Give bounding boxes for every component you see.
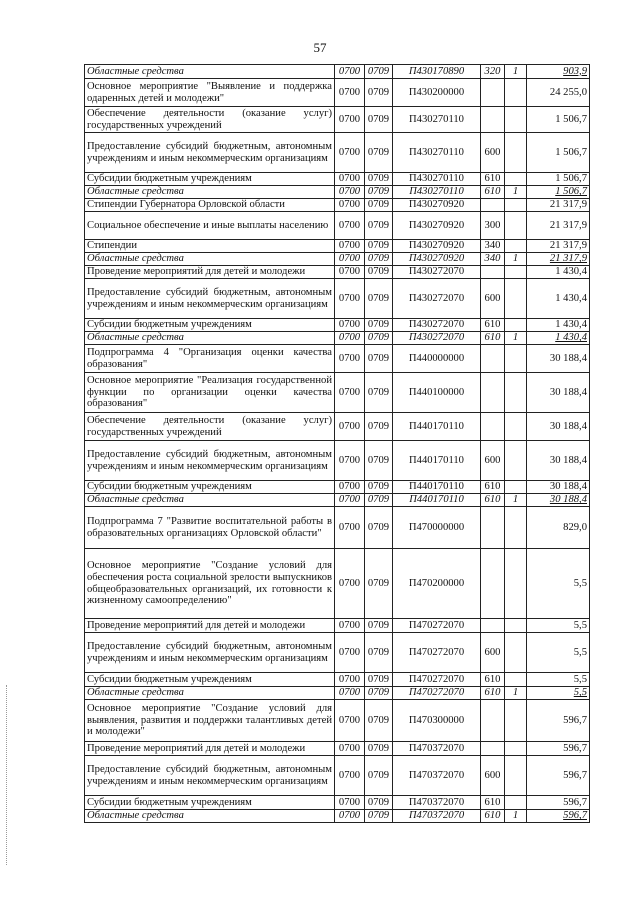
funding-source-cell [505, 266, 527, 279]
subsection-code-cell: 0709 [365, 107, 393, 133]
row-name-cell: Основное мероприятие "Создание условий для обеспечения роста социальной зрелости выпускников общеобразовательных организаций, их готовности к жизненному самоопределению" [85, 549, 335, 619]
table-row [85, 373, 590, 413]
regional-funds-row [85, 332, 590, 345]
target-article-cell: П430272070 [393, 319, 481, 332]
expense-type-cell: 600 [481, 279, 505, 319]
section-code-cell: 0700 [335, 65, 365, 79]
subsection-code-cell: 0709 [365, 332, 393, 345]
target-article-cell: П440000000 [393, 345, 481, 373]
subsection-code-cell: 0709 [365, 373, 393, 413]
target-article-cell: П430272070 [393, 279, 481, 319]
amount-cell: 21 317,9 [527, 240, 590, 253]
target-article-cell: П440100000 [393, 373, 481, 413]
amount-cell: 596,7 [527, 742, 590, 756]
subsection-code-cell: 0709 [365, 133, 393, 173]
row-name-cell: Подпрограмма 7 "Развитие воспитательной работы в образовательных организациях Орловской области" [85, 507, 335, 549]
section-code-cell: 0700 [335, 373, 365, 413]
funding-source-cell [505, 79, 527, 107]
subsection-code-cell: 0709 [365, 345, 393, 373]
section-code-cell: 0700 [335, 253, 365, 266]
section-code-cell: 0700 [335, 481, 365, 494]
expense-type-cell [481, 549, 505, 619]
table-row [85, 173, 590, 186]
section-code-cell: 0700 [335, 199, 365, 212]
amount-cell: 30 188,4 [527, 481, 590, 494]
section-code-cell: 0700 [335, 133, 365, 173]
funding-source-cell: 1 [505, 186, 527, 199]
scan-edge-marks [6, 685, 10, 865]
funding-source-cell [505, 345, 527, 373]
row-name-cell: Проведение мероприятий для детей и молодежи [85, 619, 335, 633]
expense-type-cell [481, 266, 505, 279]
subsection-code-cell: 0709 [365, 212, 393, 240]
regional-funds-row [85, 687, 590, 700]
target-article-cell: П470272070 [393, 633, 481, 673]
row-name-cell: Областные средства [85, 253, 335, 266]
amount-cell: 30 188,4 [527, 441, 590, 481]
section-code-cell: 0700 [335, 673, 365, 687]
amount-cell: 21 317,9 [527, 212, 590, 240]
table-row [85, 133, 590, 173]
expense-type-cell: 610 [481, 481, 505, 494]
expense-type-cell [481, 700, 505, 742]
subsection-code-cell: 0709 [365, 319, 393, 332]
expense-type-cell: 610 [481, 173, 505, 186]
subsection-code-cell: 0709 [365, 65, 393, 79]
section-code-cell: 0700 [335, 266, 365, 279]
table-row [85, 796, 590, 810]
subsection-code-cell: 0709 [365, 441, 393, 481]
amount-cell: 30 188,4 [527, 345, 590, 373]
target-article-cell: П440170110 [393, 413, 481, 441]
target-article-cell: П470272070 [393, 619, 481, 633]
target-article-cell: П430270110 [393, 133, 481, 173]
budget-table [84, 64, 590, 823]
subsection-code-cell: 0709 [365, 79, 393, 107]
subsection-code-cell: 0709 [365, 173, 393, 186]
target-article-cell: П430270920 [393, 240, 481, 253]
row-name-cell: Областные средства [85, 687, 335, 700]
row-name-cell: Областные средства [85, 810, 335, 823]
funding-source-cell [505, 756, 527, 796]
target-article-cell: П470372070 [393, 796, 481, 810]
funding-source-cell [505, 199, 527, 212]
target-article-cell: П430270110 [393, 173, 481, 186]
table-row [85, 240, 590, 253]
funding-source-cell [505, 133, 527, 173]
table-row [85, 549, 590, 619]
expense-type-cell [481, 742, 505, 756]
amount-cell: 24 255,0 [527, 79, 590, 107]
amount-cell: 5,5 [527, 633, 590, 673]
row-name-cell: Подпрограмма 4 "Организация оценки качества образования" [85, 345, 335, 373]
table-row [85, 107, 590, 133]
section-code-cell: 0700 [335, 345, 365, 373]
subsection-code-cell: 0709 [365, 742, 393, 756]
target-article-cell: П470372070 [393, 810, 481, 823]
row-name-cell: Основное мероприятие "Выявление и поддержка одаренных детей и молодежи" [85, 79, 335, 107]
amount-cell: 30 188,4 [527, 373, 590, 413]
section-code-cell: 0700 [335, 332, 365, 345]
section-code-cell: 0700 [335, 633, 365, 673]
subsection-code-cell: 0709 [365, 549, 393, 619]
section-code-cell: 0700 [335, 619, 365, 633]
section-code-cell: 0700 [335, 173, 365, 186]
subsection-code-cell: 0709 [365, 266, 393, 279]
table-row [85, 633, 590, 673]
section-code-cell: 0700 [335, 756, 365, 796]
subsection-code-cell: 0709 [365, 633, 393, 673]
table-row [85, 279, 590, 319]
expense-type-cell [481, 619, 505, 633]
section-code-cell: 0700 [335, 79, 365, 107]
row-name-cell: Предоставление субсидий бюджетным, автономным учреждениям и иным некоммерческим организациям [85, 441, 335, 481]
row-name-cell: Социальное обеспечение и иные выплаты населению [85, 212, 335, 240]
expense-type-cell [481, 507, 505, 549]
subsection-code-cell: 0709 [365, 253, 393, 266]
amount-cell: 829,0 [527, 507, 590, 549]
funding-source-cell: 1 [505, 332, 527, 345]
expense-type-cell [481, 79, 505, 107]
subsection-code-cell: 0709 [365, 810, 393, 823]
amount-cell: 5,5 [527, 619, 590, 633]
row-name-cell: Предоставление субсидий бюджетным, автономным учреждениям и иным некоммерческим организациям [85, 279, 335, 319]
row-name-cell: Стипендии Губернатора Орловской области [85, 199, 335, 212]
target-article-cell: П470272070 [393, 673, 481, 687]
amount-cell: 21 317,9 [527, 253, 590, 266]
table-row [85, 79, 590, 107]
funding-source-cell [505, 742, 527, 756]
section-code-cell: 0700 [335, 796, 365, 810]
table-row [85, 700, 590, 742]
section-code-cell: 0700 [335, 186, 365, 199]
row-name-cell: Проведение мероприятий для детей и молодежи [85, 266, 335, 279]
expense-type-cell: 340 [481, 240, 505, 253]
target-article-cell: П430200000 [393, 79, 481, 107]
subsection-code-cell: 0709 [365, 481, 393, 494]
target-article-cell: П430270920 [393, 253, 481, 266]
funding-source-cell [505, 413, 527, 441]
subsection-code-cell: 0709 [365, 673, 393, 687]
row-name-cell: Стипендии [85, 240, 335, 253]
table-row [85, 212, 590, 240]
table-row [85, 742, 590, 756]
subsection-code-cell: 0709 [365, 199, 393, 212]
funding-source-cell [505, 796, 527, 810]
target-article-cell: П430272070 [393, 332, 481, 345]
row-name-cell: Проведение мероприятий для детей и молодежи [85, 742, 335, 756]
row-name-cell: Субсидии бюджетным учреждениям [85, 173, 335, 186]
funding-source-cell: 1 [505, 687, 527, 700]
amount-cell: 5,5 [527, 549, 590, 619]
table-row [85, 619, 590, 633]
table-row [85, 266, 590, 279]
section-code-cell: 0700 [335, 549, 365, 619]
expense-type-cell: 610 [481, 796, 505, 810]
regional-funds-row [85, 810, 590, 823]
row-name-cell: Предоставление субсидий бюджетным, автономным учреждениям и иным некоммерческим организациям [85, 133, 335, 173]
expense-type-cell: 320 [481, 65, 505, 79]
table-row [85, 413, 590, 441]
section-code-cell: 0700 [335, 441, 365, 481]
funding-source-cell [505, 240, 527, 253]
target-article-cell: П470372070 [393, 756, 481, 796]
amount-cell: 1 430,4 [527, 319, 590, 332]
section-code-cell: 0700 [335, 319, 365, 332]
row-name-cell: Субсидии бюджетным учреждениям [85, 796, 335, 810]
regional-funds-row [85, 253, 590, 266]
expense-type-cell: 610 [481, 494, 505, 507]
expense-type-cell: 300 [481, 212, 505, 240]
amount-cell: 596,7 [527, 796, 590, 810]
target-article-cell: П470372070 [393, 742, 481, 756]
expense-type-cell: 340 [481, 253, 505, 266]
section-code-cell: 0700 [335, 107, 365, 133]
table-row [85, 673, 590, 687]
amount-cell: 21 317,9 [527, 199, 590, 212]
section-code-cell: 0700 [335, 279, 365, 319]
amount-cell: 5,5 [527, 673, 590, 687]
section-code-cell: 0700 [335, 810, 365, 823]
table-row [85, 756, 590, 796]
row-name-cell: Основное мероприятие "Реализация государственной функции по организации оценки качества образования" [85, 373, 335, 413]
funding-source-cell: 1 [505, 65, 527, 79]
funding-source-cell [505, 549, 527, 619]
funding-source-cell [505, 633, 527, 673]
subsection-code-cell: 0709 [365, 186, 393, 199]
regional-funds-row [85, 65, 590, 79]
subsection-code-cell: 0709 [365, 279, 393, 319]
funding-source-cell [505, 507, 527, 549]
section-code-cell: 0700 [335, 687, 365, 700]
amount-cell: 1 506,7 [527, 107, 590, 133]
expense-type-cell: 600 [481, 633, 505, 673]
subsection-code-cell: 0709 [365, 700, 393, 742]
table-row [85, 507, 590, 549]
target-article-cell: П430270110 [393, 186, 481, 199]
funding-source-cell [505, 619, 527, 633]
expense-type-cell: 610 [481, 810, 505, 823]
table-row [85, 345, 590, 373]
target-article-cell: П430270110 [393, 107, 481, 133]
section-code-cell: 0700 [335, 700, 365, 742]
section-code-cell: 0700 [335, 413, 365, 441]
amount-cell: 5,5 [527, 687, 590, 700]
row-name-cell: Субсидии бюджетным учреждениям [85, 319, 335, 332]
budget-table-body [85, 65, 590, 823]
table-row [85, 319, 590, 332]
section-code-cell: 0700 [335, 742, 365, 756]
amount-cell: 1 506,7 [527, 186, 590, 199]
expense-type-cell: 600 [481, 133, 505, 173]
funding-source-cell [505, 673, 527, 687]
expense-type-cell: 600 [481, 756, 505, 796]
target-article-cell: П440170110 [393, 494, 481, 507]
subsection-code-cell: 0709 [365, 240, 393, 253]
row-name-cell: Обеспечение деятельности (оказание услуг) государственных учреждений [85, 413, 335, 441]
table-row [85, 441, 590, 481]
target-article-cell: П470272070 [393, 687, 481, 700]
row-name-cell: Областные средства [85, 65, 335, 79]
funding-source-cell [505, 319, 527, 332]
expense-type-cell [481, 373, 505, 413]
target-article-cell: П470200000 [393, 549, 481, 619]
page-number: 57 [313, 40, 327, 55]
funding-source-cell [505, 441, 527, 481]
regional-funds-row [85, 494, 590, 507]
row-name-cell: Областные средства [85, 186, 335, 199]
expense-type-cell: 610 [481, 319, 505, 332]
expense-type-cell: 610 [481, 673, 505, 687]
funding-source-cell: 1 [505, 810, 527, 823]
amount-cell: 1 430,4 [527, 266, 590, 279]
target-article-cell: П430270920 [393, 199, 481, 212]
row-name-cell: Областные средства [85, 494, 335, 507]
expense-type-cell [481, 345, 505, 373]
expense-type-cell: 600 [481, 441, 505, 481]
amount-cell: 30 188,4 [527, 494, 590, 507]
funding-source-cell [505, 107, 527, 133]
expense-type-cell: 610 [481, 332, 505, 345]
section-code-cell: 0700 [335, 507, 365, 549]
expense-type-cell [481, 199, 505, 212]
subsection-code-cell: 0709 [365, 619, 393, 633]
target-article-cell: П470300000 [393, 700, 481, 742]
funding-source-cell [505, 481, 527, 494]
row-name-cell: Областные средства [85, 332, 335, 345]
row-name-cell: Предоставление субсидий бюджетным, автономным учреждениям и иным некоммерческим организациям [85, 633, 335, 673]
row-name-cell: Субсидии бюджетным учреждениям [85, 481, 335, 494]
section-code-cell: 0700 [335, 212, 365, 240]
table-row [85, 199, 590, 212]
subsection-code-cell: 0709 [365, 507, 393, 549]
expense-type-cell: 610 [481, 186, 505, 199]
row-name-cell: Основное мероприятие "Создание условий для выявления, развития и поддержки талантливых детей и молодежи" [85, 700, 335, 742]
target-article-cell: П430170890 [393, 65, 481, 79]
amount-cell: 1 506,7 [527, 133, 590, 173]
amount-cell: 596,7 [527, 756, 590, 796]
row-name-cell: Предоставление субсидий бюджетным, автономным учреждениям и иным некоммерческим организациям [85, 756, 335, 796]
target-article-cell: П430270920 [393, 212, 481, 240]
row-name-cell: Обеспечение деятельности (оказание услуг) государственных учреждений [85, 107, 335, 133]
subsection-code-cell: 0709 [365, 494, 393, 507]
target-article-cell: П440170110 [393, 441, 481, 481]
row-name-cell: Субсидии бюджетным учреждениям [85, 673, 335, 687]
regional-funds-row [85, 186, 590, 199]
funding-source-cell: 1 [505, 253, 527, 266]
section-code-cell: 0700 [335, 494, 365, 507]
funding-source-cell [505, 212, 527, 240]
target-article-cell: П430272070 [393, 266, 481, 279]
amount-cell: 1 506,7 [527, 173, 590, 186]
funding-source-cell [505, 173, 527, 186]
expense-type-cell [481, 413, 505, 441]
expense-type-cell: 610 [481, 687, 505, 700]
amount-cell: 596,7 [527, 810, 590, 823]
expense-type-cell [481, 107, 505, 133]
funding-source-cell [505, 373, 527, 413]
amount-cell: 1 430,4 [527, 332, 590, 345]
target-article-cell: П440170110 [393, 481, 481, 494]
amount-cell: 30 188,4 [527, 413, 590, 441]
target-article-cell: П470000000 [393, 507, 481, 549]
table-row [85, 481, 590, 494]
section-code-cell: 0700 [335, 240, 365, 253]
subsection-code-cell: 0709 [365, 756, 393, 796]
amount-cell: 903,9 [527, 65, 590, 79]
funding-source-cell [505, 700, 527, 742]
funding-source-cell: 1 [505, 494, 527, 507]
funding-source-cell [505, 279, 527, 319]
amount-cell: 1 430,4 [527, 279, 590, 319]
subsection-code-cell: 0709 [365, 413, 393, 441]
subsection-code-cell: 0709 [365, 687, 393, 700]
subsection-code-cell: 0709 [365, 796, 393, 810]
amount-cell: 596,7 [527, 700, 590, 742]
